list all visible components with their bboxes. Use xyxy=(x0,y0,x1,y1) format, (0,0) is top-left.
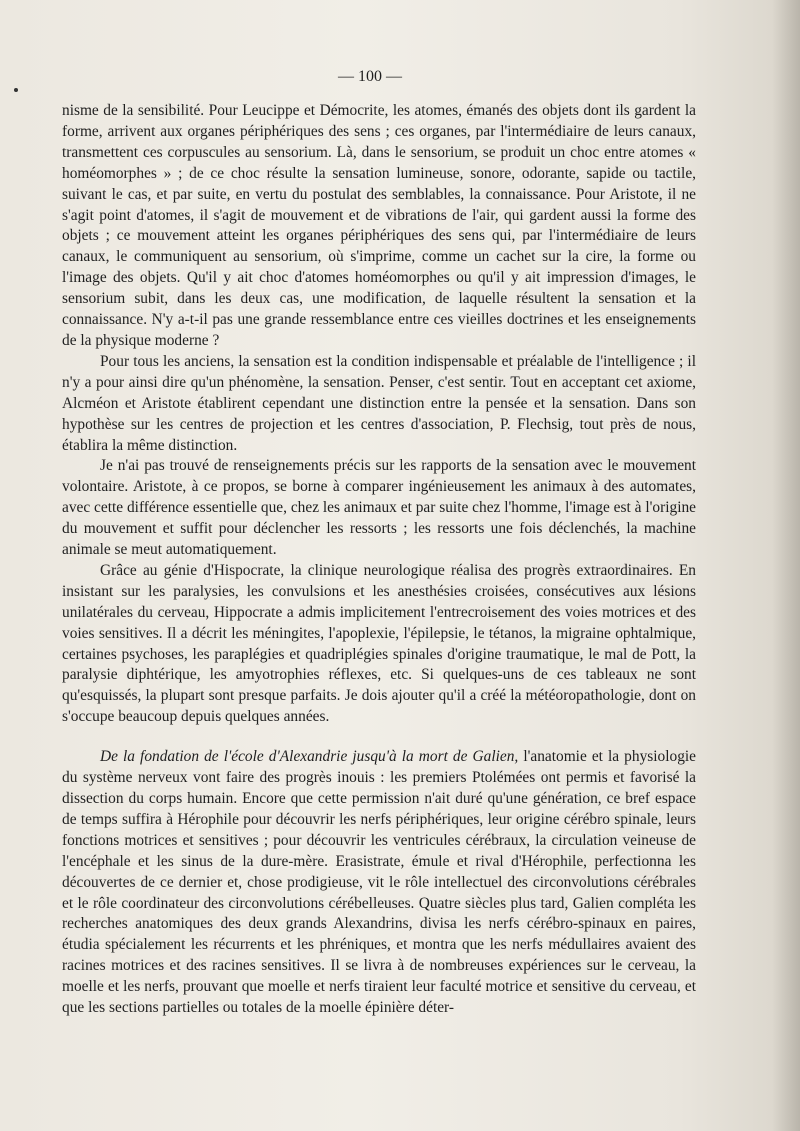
paragraph-4: Grâce au génie d'Hispocrate, la clinique neurologique réalisa des progrès extraordinaires. En insistant sur les paralysies, les convulsions et les anesthésies croisées, consécutives aux lésions unilatérales du cerveau, Hippocrate a admis implicitement l'entrecroisement des voies motrices et des voies sensitives. Il a décrit les méningites, l'apoplexie, l'épilepsie, le tétanos, la migraine ophtalmique, certaines psychoses, les paraplégies et quadriplégies spinales d'origine traumatique, le mal de Pott, la paralysie diphtérique, les amyotrophies réflexes, etc. Si quelques-uns de ces tableaux ne sont qu'esquissés, la plupart sont presque parfaits. Je dois ajouter qu'il a créé la météoropathologie, dont on s'occupe beaucoup depuis quelques années. xyxy=(62,561,696,726)
section-heading-italic: De la fondation de l'école d'Alexandrie jusqu'à la mort de Galien, xyxy=(100,748,519,766)
body-text xyxy=(62,101,696,1019)
section-paragraph xyxy=(62,747,696,1019)
section-text: l'anatomie et la physiologie du système nerveux vont faire des progrès inouis : les premiers Ptolémées ont permis et favorisé la dissection du corps humain. Encore que cette permission n'ait duré qu'une génération, ce bref espace de temps suffira à Hérophile pour découvrir les nerfs périphériques, leur origine cérébro spinale, leurs fonctions motrices et sensitives ; pour découvrir les ventricules cérébraux, la circulation veineuse de l'encéphale et les sinus de la dure-mère. Erasistrate, émule et rival d'Hérophile, perfectionna les découvertes de ce dernier et, chose prodigieuse, vit le rôle intellectuel des circonvolutions cérébrales et le rôle coordinateur des circonvolutions cérébelleuses. Quatre siècles plus tard, Galien compléta les recherches anatomiques des deux grands Alexandrins, divisa les nerfs cérébro-spinaux en paires, étudia spécialement les récurrents et les phréniques, et montra que les nerfs médullaires avaient des racines motrices et des racines sensitives. Il se livra à de nombreuses expériences sur le cerveau, la moelle et les nerfs, prouvant que moelle et nerfs tiraient leur faculté motrice et sensitive du cerveau, et que les sections partielles ou totales de la moelle épinière déter- xyxy=(62,748,697,1017)
margin-dot xyxy=(14,88,18,92)
page-number: — 100 — xyxy=(338,68,402,85)
paragraph-1: nisme de la sensibilité. Pour Leucippe et Démocrite, les atomes, émanés des objets dont ils gardent la forme, arrivent aux organes périphériques des sens ; ces organes, par l'intermédiaire de leurs canaux, transmettent ces corpuscules au sensorium. Là, dans le sensorium, se produit un choc entre atomes « homéomorphes » ; de ce choc résulte la sensation lumineuse, sonore, odorante, sapide ou tactile, suivant le cas, et par suite, en vertu du postulat des semblables, la connaissance. Pour Aristote, il ne s'agit point d'atomes, il s'agit de mouvement et de vibrations de l'air, qui gardent aussi la forme des objets ; ce mouvement atteint les organes périphériques des sens qui, par l'intermédiaire de leurs canaux, le communiquent au sensorium, où s'imprime, comme un cachet sur la cire, la forme ou l'image des objets. Qu'il y ait choc d'atomes homéomorphes ou qu'il y ait impression d'images, le sensorium subit, dans les deux cas, une modification, de laquelle résultent la sensation et la connaissance. N'y a-t-il pas une grande ressemblance entre ces vieilles doctrines et les enseignements de la physique moderne ? xyxy=(62,102,696,349)
paragraph-3: Je n'ai pas trouvé de renseignements précis sur les rapports de la sensation avec le mouvement volontaire. Aristote, à ce propos, se borne à comparer ingénieusement les animaux à des automates, avec cette différence essentielle que, chez les animaux et par suite chez l'homme, l'image est à l'origine du mouvement et suffit pour déclencher les ressorts ; les ressorts une fois déclenchés, la machine animale se meut automatiquement. xyxy=(62,457,696,559)
paragraph-2: Pour tous les anciens, la sensation est la condition indispensable et préalable de l'intelligence ; il n'y a pour ainsi dire qu'un phénomène, la sensation. Penser, c'est sentir. Tout en acceptant cet axiome, Alcméon et Aristote établirent cependant une distinction entre la pensée et la sensation. Dans son hypothèse sur les centres de projection et les centres d'association, P. Flechsig, tout près de nous, établira la même distinction. xyxy=(62,352,696,454)
page-edge-shadow xyxy=(772,0,800,1131)
